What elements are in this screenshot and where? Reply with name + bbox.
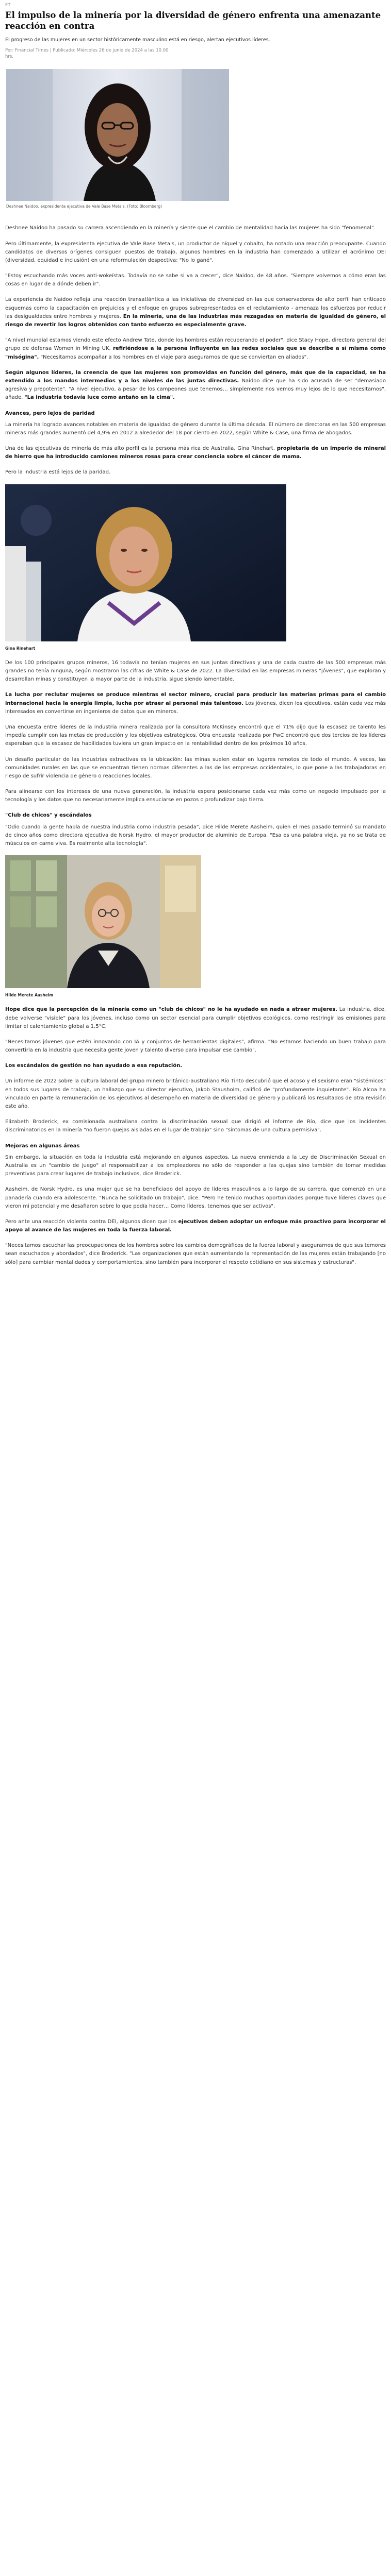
paragraph: Aasheim, de Norsk Hydro, es una mujer que se ha beneficiado del apoyo de líderes masculinos a lo largo de su carrera, que comenzó en una panadería cuando era adolescente. "Nunca he solicitado un trabajo", dice. "Pero he tenido muchas oportunidades porque tuve líderes claves que vieron mi potencial y me desafiaron sobre lo que podía hacer… Como líderes, tenemos que ser activos".	[5, 1187, 386, 1209]
text-run: La industria, dice, debe volverse "visible" para los jóvenes, incluso como un sector esencial para cumplir objetivos ecológicos, como restringir las emisiones para limitar el calentamiento global a 1,5°C.	[5, 1007, 386, 1029]
paragraph	[5, 336, 386, 362]
article-header	[0, 0, 391, 210]
paragraph	[5, 691, 386, 716]
rinehart-figure	[5, 484, 386, 652]
paragraph: "Estoy escuchando más voces anti-wokeístas. Todavía no se sabe si va a crecer", dice Naidoo, de 48 años. "Siempre volvemos a cómo eran las cosas en lugar de a dónde deben ir".	[5, 273, 386, 287]
text-run: La experiencia de Naidoo refleja una reacción transatlántica a las iniciativas de diversidad en las que conservadores de alto perfil han criticado esquemas como la capacitación en prejuicios y el enfoque en grupos subrepresentados en el reclutamiento - amenaza los esfuerzos por reducir las desigualdades entre hombres y mujeres.	[5, 297, 386, 319]
paragraph	[5, 445, 386, 461]
rinehart-label: Gina Rinehart	[5, 646, 36, 651]
aasheim-figure	[5, 855, 386, 998]
hero-caption: Deshnee Naidoo, expresidenta ejecutiva de Vale Base Metals. (Foto: Bloomberg)	[6, 204, 162, 209]
rinehart-photo	[5, 484, 286, 641]
subheading: Avances, pero lejos de paridad	[5, 410, 95, 416]
article-body	[0, 224, 391, 1266]
article-title: El impulso de la minería por la diversidad de género enfrenta una amenazante reacción en contra	[5, 10, 381, 31]
paragraph	[5, 296, 386, 329]
bold-run: Hope dice que la percepción de la minería como un "club de chicos" no le ha ayudado en nada a atraer mujeres.	[5, 1007, 337, 1013]
section-tag: ET	[5, 3, 11, 7]
article-lead: El progreso de las mujeres en un sector históricamente masculino está en riesgo, alertan ejecutivos líderes.	[5, 37, 270, 43]
paragraph: "Necesitamos jóvenes que estén innovando con IA y conjuntos de herramientas digitales", afirma. "No estamos haciendo un buen trabajo para convertirla en la industria que necesita gente joven y talento diverso para impulsar ese cambio".	[5, 1039, 386, 1054]
paragraph: Una encuesta entre líderes de la industria minera realizada por la consultora McKinsey encontró que el 71% dijo que la escasez de talento les impedía cumplir con las metas de producción y los objetivos estratégicos. Otra encuesta realizada por PwC encontró que dos tercios de los líderes esperaban que la escasez de habilidades tuviera un gran impacto en la rentabilidad dentro de los próximos 10 años.	[5, 724, 386, 747]
bold-run: Los escándalos de gestión no han ayudado a esa reputación.	[5, 1063, 183, 1069]
paragraph: Elizabeth Broderick, ex comisionada australiana contra la discriminación sexual que dirigió el informe de Río, dice que los incidentes discriminatorios en la minería "no fueron quejas aisladas en el lugar de trabajo" sino "síntomas de una cultura permisiva".	[5, 1119, 386, 1133]
paragraph: "Odio cuando la gente habla de nuestra industria como industria pesada", dice Hilde Merete Aasheim, quien el mes pasado terminó su mandato de cinco años como directora ejecutiva de Norsk Hydro, el mayor productor de aluminio de Europa. "Esa es una palabra vieja, ya no se trata de músculos en carne viva. Es realmente alta tecnología".	[5, 824, 386, 846]
text-run: Los jóvenes, dicen los ejecutivos, están cada vez más interesados en convertirse en ingenieros de datos que en mineros.	[5, 700, 386, 715]
paragraph: La minería ha logrado avances notables en materia de igualdad de género durante la última década. El número de directoras en las 500 empresas mineras más grandes aumentó del 4,9% en 2012 a alrededor del 18 por ciento en 2022, según White & Case, una firma de abogados.	[5, 421, 386, 436]
paragraph: "Necesitamos escuchar las preocupaciones de los hombres sobre los cambios demográficos de la fuerza laboral y asegurarnos de que sus temores sean escuchados y abordados", dice Broderick. "Las organizaciones que están aumentando la representación de las mujeres están trabajando [no sólo] para cambiar mentalidades y comportamientos, sino también para incorporar el respeto cotidiano en sus sistemas y estructuras".	[5, 1243, 386, 1265]
text-run: Una de las ejecutivas de minería de más alto perfil es la persona más rica de Australia, Gina Rinehart,	[5, 446, 277, 452]
text-run: "A nivel mundial estamos viendo este efecto Andrew Tate, donde los hombres están recuperando el poder", dice Stacy Hope, directora general del grupo de defensa Women in Mining UK,	[5, 337, 386, 352]
hero-figure	[5, 69, 386, 210]
bold-run: ejecutivos deben adoptar un enfoque más proactivo para incorporar el apoyo al avance de las mujeres en toda la fuerza laboral.	[5, 1218, 386, 1233]
aasheim-label: Hilde Merete Aasheim	[5, 993, 54, 998]
paragraph: Pero la industria está lejos de la paridad.	[5, 469, 111, 476]
bold-run: En la minería, una de las industrias más rezagadas en materia de igualdad de género, el riesgo de revertir los logros obtenidos con tanto esfuerzo es especialmente grave.	[5, 313, 386, 328]
bold-run: refiriéndose a la persona influyente en las redes sociales que se describe a sí misma como "misógina".	[5, 346, 386, 360]
text-run: "Necesitamos acompañar a los hombres en el viaje para asegurarnos de que se conviertan en aliados".	[39, 354, 308, 360]
paragraph	[5, 1062, 386, 1070]
subheading: Mejoras en algunas áreas	[5, 1143, 80, 1149]
text-run: Naidoo dice que ha sido acusada de ser "demasiado agresiva y prepotente". "A nivel ejecutivo, a pesar de los campeones que tenemos… simplemente nos vemos muy lejos de lo que necesitamos", añade.	[5, 378, 386, 401]
bold-run: "La industria todavía luce como antaño en la cima".	[24, 395, 175, 401]
paragraph: Un desafío particular de las industrias extractivas es la ubicación: las minas suelen estar en lugares remotos de todo el mundo. A veces, las comunidades rurales en las que se encuentran tienen normas diferentes a las de las empresas occidentales, lo que pone a las trabajadoras en riesgo de sufrir violencia de género o reacciones locales.	[5, 756, 386, 779]
paragraph: Un informe de 2022 sobre la cultura laboral del grupo minero británico-australiano Río Tinto descubrió que el acoso y el sexismo eran "sistémicos" en todos sus lugares de trabajo, un hallazgo que su director ejecutivo, Jakob Stausholm, calificó de "profundamente inquietante". Río Alcoa ha vinculado en parte la remuneración de los ejecutivos al desempeño en materia de diversidad de género y publicará los resultados de otra revisión este año.	[5, 1078, 386, 1110]
bold-run: Según algunos líderes, la creencia de que las mujeres son promovidas en función del género, más que de la capacidad, se ha extendido a los mandos intermedios y a los niveles de las juntas directivas.	[5, 369, 386, 384]
paragraph: De los 100 principales grupos mineros, 16 todavía no tenían mujeres en sus juntas directivas y una de cada cuatro de las 500 empresas más grandes no tenía ninguna, según mostraron las cifras de White & Case de 2022. La diversidad en las empresas mineras "jóvenes", que exploran y desarrollan minas y constituyen la mayor parte de la industria, sigue siendo lamentable.	[5, 659, 386, 683]
paragraph	[5, 369, 386, 402]
subheading: "Club de chicos" y escándalos	[5, 812, 92, 819]
bold-run: propietaria de un imperio de mineral de hierro que ha introducido camiones mineros rosas para crear conciencia sobre el cáncer de mama.	[5, 446, 386, 460]
paragraph: Pero últimamente, la expresidenta ejecutiva de Vale Base Metals, un productor de níquel y cobalto, ha notado una reacción preocupante. Cuando candidatos de diversos orígenes consiguen puestos de trabajo, algunos hombres en la industria han comenzado a utilizar el acrónimo DEI (diversidad, equidad e inclusión) en una reformulación despectiva: "No lo gané".	[5, 241, 386, 263]
paragraph	[5, 1218, 386, 1234]
aasheim-photo	[5, 855, 201, 988]
text-run: Pero ante una reacción violenta contra DEI, algunos dicen que los	[5, 1218, 178, 1225]
hero-photo	[6, 69, 229, 201]
bold-run: La lucha por reclutar mujeres se produce mientras el sector minero, crucial para producir las materias primas para el cambio internacional hacia la energía limpia, lucha por atraer al personal más talentoso.	[5, 692, 386, 706]
paragraph: Para alinearse con los intereses de una nueva generación, la industria espera posicionarse cada vez más como un negocio impulsado por la tecnología y los datos que no necesariamente implica ensuciarse en pozos o profundizar bajo tierra.	[5, 789, 386, 803]
article-byline: Por: Financial Times | Publicado: Miércoles 26 de junio de 2024 a las 10.00 hrs.	[5, 47, 169, 59]
paragraph: Sin embargo, la situación en toda la industria está mejorando en algunos aspectos. La nueva enmienda a la Ley de Discriminación Sexual en Australia es un "cambio de juego" al responsabilizar a los empleadores no sólo de responder a las quejas sino también de tomar medidas preventivas para crear lugares de trabajo inclusivos, dice Broderick.	[5, 1154, 386, 1177]
paragraph: Deshnee Naidoo ha pasado su carrera ascendiendo en la minería y siente que el cambio de mentalidad hacia las mujeres ha sido "fenomenal".	[5, 225, 376, 231]
paragraph	[5, 1006, 386, 1031]
